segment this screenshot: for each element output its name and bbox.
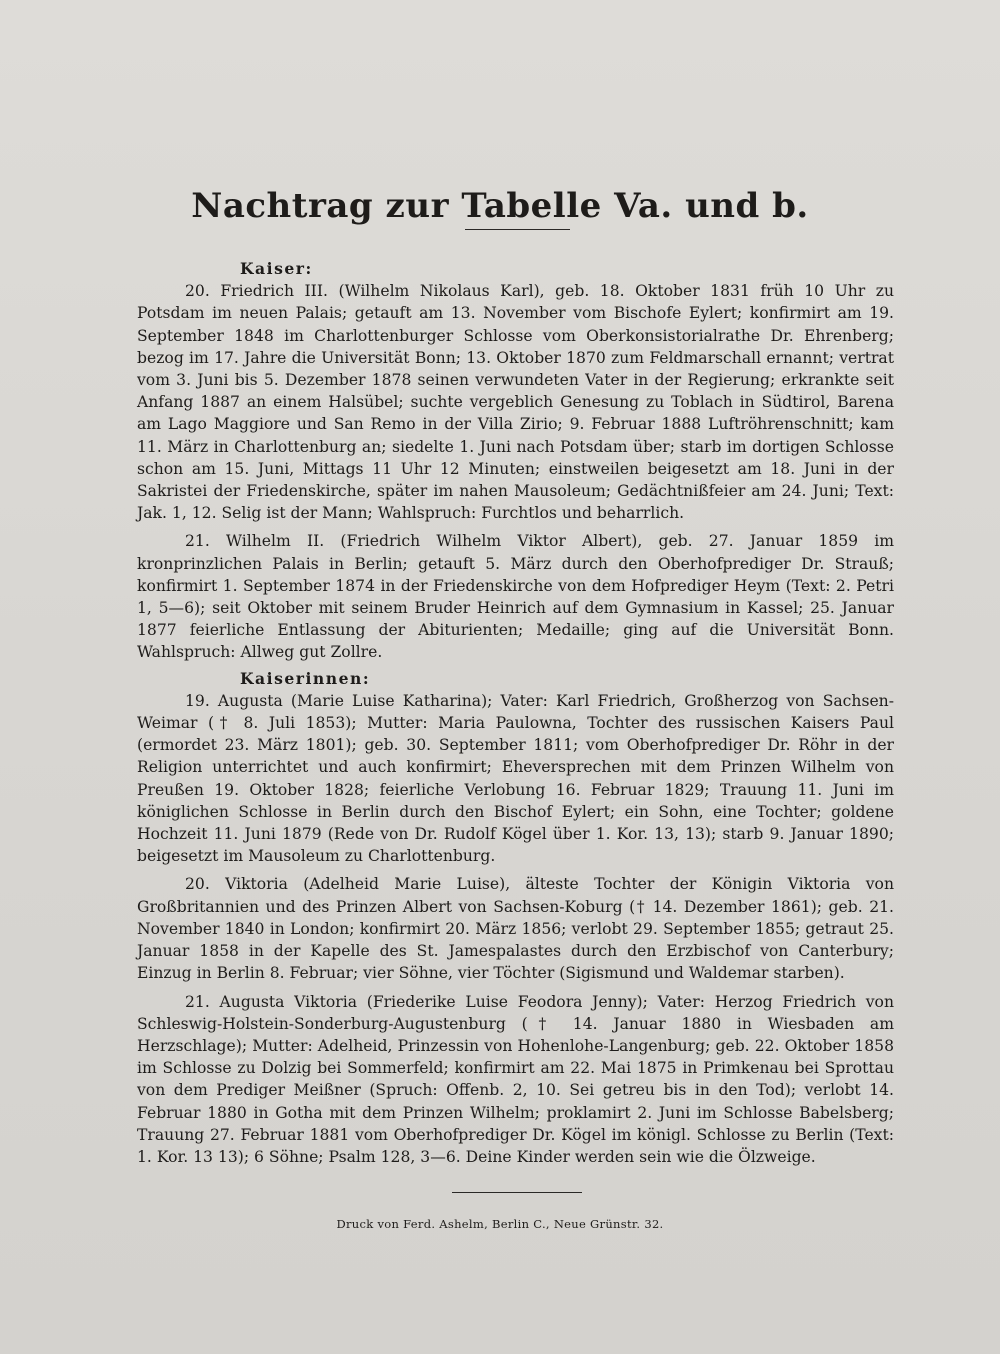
- title-divider: [465, 229, 570, 230]
- entry-paragraph: 21. Wilhelm II. (Friedrich Wilhelm Viktor Albert), geb. 27. Januar 1859 im kronprinzlichen Palais in Berlin; getauft 5. März durch den Oberhofprediger Dr. Strauß; konfirmirt 1. September 1874 in der Friedenskirche von dem Hofprediger Heym (Text: 2. Petri 1, 5—6); seit Oktober mit seinem Bruder Heinrich auf dem Gymnasium in Kassel; 25. Januar 1877 feierliche Entlassung der Abiturienten; Medaille; ging auf die Universität Bonn. Wahlspruch: Allweg gut Zollre.: [137, 532, 894, 662]
- entry-paragraph: 20. Friedrich III. (Wilhelm Nikolaus Karl), geb. 18. Oktober 1831 früh 10 Uhr zu Potsdam im neuen Palais; getauft am 13. November vom Bischofe Eylert; konfirmirt am 19. September 1848 im Charlottenburger Schlosse vom Oberkonsistorialrathe Dr. Ehrenberg; bezog im 17. Jahre die Universität Bonn; 13. Oktober 1870 zum Feldmarschall ernannt; vertrat vom 3. Juni bis 5. Dezember 1878 seinen verwundeten Vater in der Regierung; erkrankte seit Anfang 1887 an einem Halsübel; suchte vergeblich Genesung zu Toblach in Südtirol, Barena am Lago Maggiore und San Remo in der Villa Zirio; 9. Februar 1888 Luftröhrenschnitt; kam 11. März in Charlottenburg an; siedelte 1. Juni nach Potsdam über; starb im dortigen Schlosse schon am 15. Juni, Mittags 11 Uhr 12 Minuten; einstweilen beigesetzt am 18. Juni in der Sakristei der Friedenskirche, später im nahen Mausoleum; Gedächtnißfeier am 24. Juni; Text: Jak. 1, 12. Selig ist der Mann; Wahlspruch: Furchtlos und beharrlich.: [137, 282, 894, 523]
- entry-paragraph: 19. Augusta (Marie Luise Katharina); Vater: Karl Friedrich, Großherzog von Sachsen-Weimar († 8. Juli 1853); Mutter: Maria Paulowna, Tochter des russischen Kaisers Paul (ermordet 23. März 1801); geb. 30. September 1811; vom Oberhofprediger Dr. Röhr in der Religion unterrichtet und auch konfirmirt; Eheversprechen mit dem Prinzen Wilhelm von Preußen 19. Oktober 1828; feierliche Verlobung 16. Februar 1829; Trauung 11. Juni im königlichen Schlosse in Berlin durch den Bischof Eylert; ein Sohn, eine Tochter; goldene Hochzeit 11. Juni 1879 (Rede von Dr. Rudolf Kögel über 1. Kor. 13, 13); starb 9. Januar 1890; beigesetzt im Mausoleum zu Charlottenburg.: [137, 691, 894, 866]
- entry-paragraph: 21. Augusta Viktoria (Friederike Luise Feodora Jenny); Vater: Herzog Friedrich von Schleswig-Holstein-Sonderburg-Augustenburg († 14. Januar 1880 in Wiesbaden am Herzschlage); Mutter: Adelheid, Prinzessin von Hohenlohe-Langenburg; geb. 22. Oktober 1858 im Schlosse zu Dolzig bei Sommerfeld; konfirmirt am 22. Mai 1875 in Primkenau bei Sprottau von dem Prediger Meißner (Spruch: Offenb. 2, 10. Sei getreu bis in den Tod); verlobt 14. Februar 1880 in Gotha mit dem Prinzen Wilhelm; proklamirt 2. Juni im Schlosse Babelsberg; Trauung 27. Februar 1881 vom Oberhofprediger Dr. Kögel im königl. Schlosse zu Berlin (Text: 1. Kor. 13 13); 6 Söhne; Psalm 128, 3—6. Deine Kinder werden sein wie die Ölzweige.: [137, 992, 894, 1166]
- footer-divider: [452, 1192, 582, 1193]
- printer-imprint: Druck von Ferd. Ashelm, Berlin C., Neue Grünstr. 32.: [336, 1217, 664, 1231]
- section-heading: Kaiser:: [240, 259, 313, 278]
- section-kaiser: [137, 258, 894, 664]
- document-body: [137, 258, 894, 1168]
- section-kaiserinnen: [137, 668, 894, 1168]
- entry-paragraph: 20. Viktoria (Adelheid Marie Luise), älteste Tochter der Königin Viktoria von Großbritannien und des Prinzen Albert von Sachsen-Koburg († 14. Dezember 1861); geb. 21. November 1840 in London; konfirmirt 20. März 1856; verlobt 29. September 1855; getraut 25. Januar 1858 in der Kapelle des St. Jamespalastes durch den Erzbischof von Canterbury; Einzug in Berlin 8. Februar; vier Söhne, vier Töchter (Sigismund und Waldemar starben).: [137, 875, 894, 983]
- section-heading: Kaiserinnen:: [240, 668, 371, 688]
- page-title: Nachtrag zur Tabelle Va. und b.: [191, 185, 809, 226]
